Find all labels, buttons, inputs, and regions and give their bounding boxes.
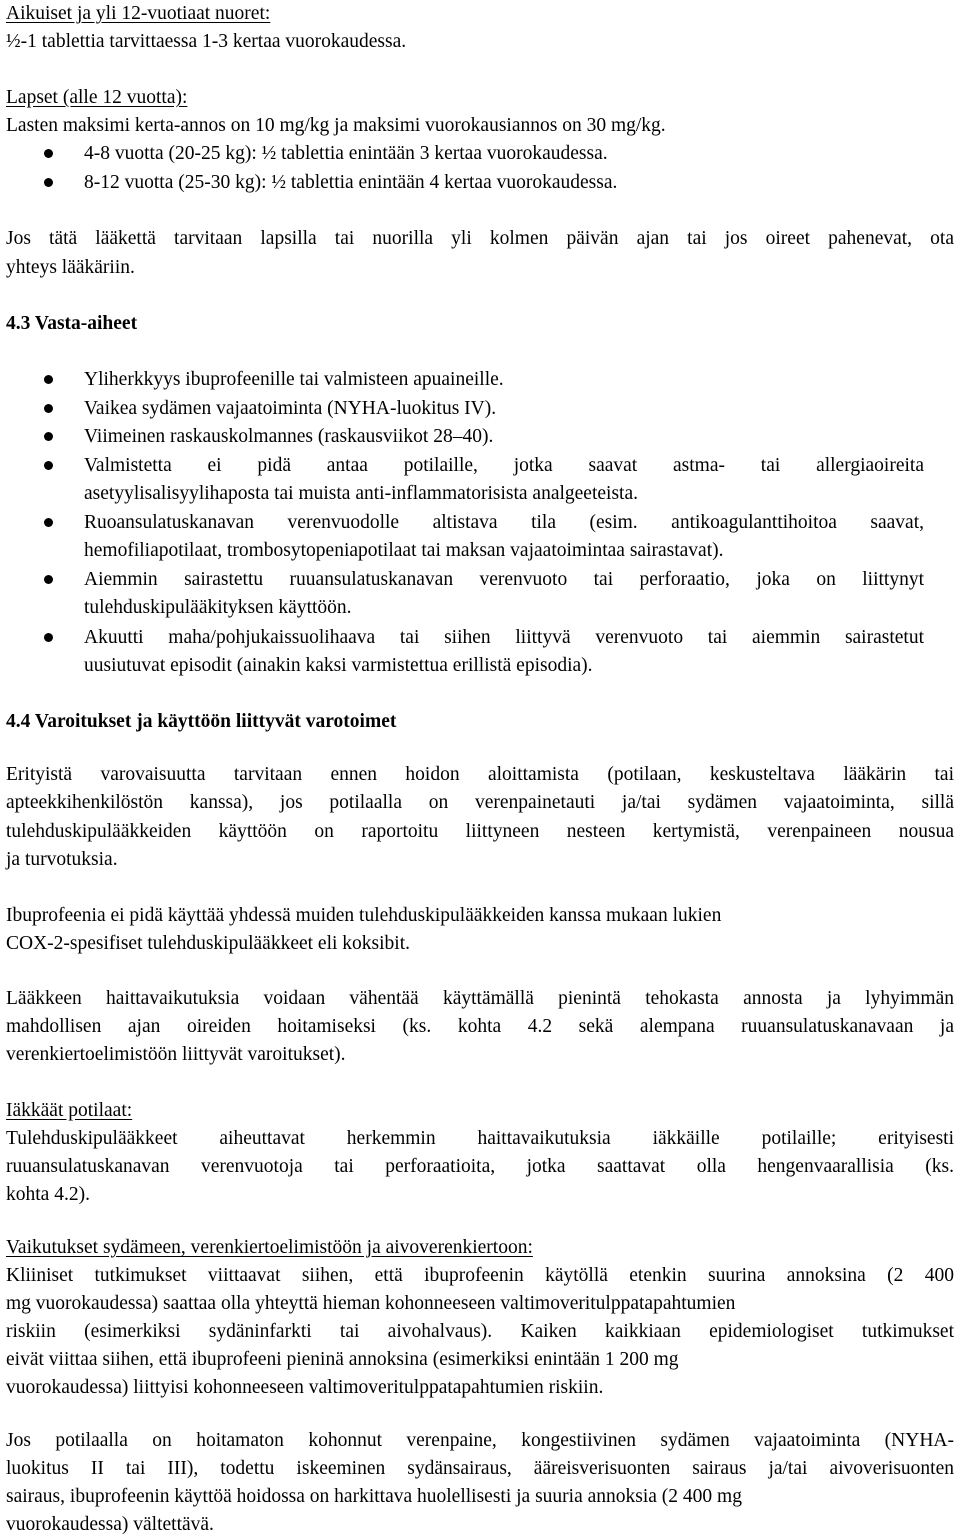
warnings-paragraph-line: tulehduskipulääkkeiden käyttöön on raportoitu liittyneen nesteen kertymistä, verenpaineen nousua: [6, 821, 954, 842]
adults-heading: Aikuiset ja yli 12-vuotiaat nuoret:: [6, 3, 271, 24]
contraindications-heading: 4.3 Vasta-aiheet: [6, 313, 138, 334]
contraindication-item: Valmistetta ei pidä antaa potilaille, jotka saavat astma- tai allergiaoireita: [84, 455, 924, 476]
elderly-text-line: ruuansulatuskanavan verenvuotoja tai perforaatioita, jotka saattavat olla hengenvaarallisia (ks.: [6, 1156, 954, 1177]
contraindication-item: Aiemmin sairastettu ruuansulatuskanavan verenvuoto tai perforaatio, joka on liittynyt: [84, 569, 924, 590]
cardio-text-line: riskiin (esimerkiksi sydäninfarkti tai aivohalvaus). Kaiken kaikkiaan epidemiologiset tutkimukset: [6, 1321, 954, 1342]
contraindication-item: Yliherkkyys ibuprofeenille tai valmisteen apuaineille.: [84, 369, 504, 390]
contraindication-item-cont: tulehduskipulääkityksen käyttöön.: [84, 597, 352, 618]
lowest-dose-line: mahdollisen ajan oireiden hoitamiseksi (ks. kohta 4.2 sekä alempana ruuansulatuskanavaan ja: [6, 1016, 954, 1037]
contraindication-item: Vaikea sydämen vajaatoiminta (NYHA-luokitus IV).: [84, 398, 497, 419]
cardio-text-line: mg vuorokaudessa) saattaa olla yhteyttä hieman kohonneeseen valtimoveritulppatapahtumien: [6, 1293, 736, 1314]
contraindication-item-cont: hemofiliapotilaat, trombosytopeniapotilaat tai maksan vajaatoimintaa sairastavat).: [84, 540, 724, 561]
warnings-paragraph-line: Erityistä varovaisuutta tarvitaan ennen hoidon aloittamista (potilaan, keskusteltava lääkärin tai: [6, 764, 954, 785]
bullet-icon: [44, 375, 53, 384]
bullet-icon: [44, 633, 53, 642]
cardio-text-line: Kliiniset tutkimukset viittaavat siihen, että ibuprofeenin käytöllä etenkin suurina annoksina (2 400: [6, 1265, 954, 1286]
children-bullet-item: 4-8 vuotta (20-25 kg): ½ tablettia enintään 3 kertaa vuorokaudessa.: [84, 143, 608, 164]
nsaid-combination-line: COX-2-spesifiset tulehduskipulääkkeet eli koksibit.: [6, 933, 411, 954]
doctor-note-line: Jos tätä lääkettä tarvitaan lapsilla tai nuorilla yli kolmen päivän ajan tai jos oireet pahenevat, ota: [6, 228, 954, 249]
bullet-icon: [44, 518, 53, 527]
warnings-heading: 4.4 Varoitukset ja käyttöön liittyvät varotoimet: [6, 711, 397, 732]
hypertension-text-line: luokitus II tai III), todettu iskeeminen sydänsairaus, ääreisverisuonten sairaus ja/tai aivoverisuonten: [6, 1458, 954, 1479]
contraindication-item-cont: uusiutuvat episodit (ainakin kaksi varmistettua erillistä episodia).: [84, 655, 593, 676]
hypertension-text-line: vuorokaudessa) vältettävä.: [6, 1514, 214, 1535]
bullet-icon: [44, 149, 53, 158]
bullet-icon: [44, 178, 53, 187]
lowest-dose-line: Lääkkeen haittavaikutuksia voidaan vähentää käyttämällä pienintä tehokasta annosta ja lyhyimmän: [6, 988, 954, 1009]
cardio-heading: Vaikutukset sydämeen, verenkiertoelimistöön ja aivoverenkiertoon:: [6, 1237, 533, 1258]
children-bullet-item: 8-12 vuotta (25-30 kg): ½ tablettia enintään 4 kertaa vuorokaudessa.: [84, 172, 618, 193]
bullet-icon: [44, 461, 53, 470]
lowest-dose-line: verenkiertoelimistöön liittyvät varoitukset).: [6, 1044, 346, 1065]
cardio-text-line: vuorokaudessa) liittyisi kohonneeseen valtimoveritulppatapahtumien riskiin.: [6, 1377, 604, 1398]
elderly-text-line: kohta 4.2).: [6, 1184, 90, 1205]
contraindication-item: Viimeinen raskauskolmannes (raskausviikot 28–40).: [84, 426, 494, 447]
hypertension-text-line: Jos potilaalla on hoitamaton kohonnut verenpaine, kongestiivinen sydämen vajaatoiminta (NYHA-: [6, 1430, 954, 1451]
nsaid-combination-line: Ibuprofeenia ei pidä käyttää yhdessä muiden tulehduskipulääkkeiden kanssa mukaan lukien: [6, 905, 722, 926]
elderly-heading: Iäkkäät potilaat:: [6, 1100, 133, 1121]
contraindication-item-cont: asetyylisalisyylihaposta tai muista anti-inflammatorisista analgeeteista.: [84, 483, 638, 504]
elderly-text-line: Tulehduskipulääkkeet aiheuttavat herkemmin haittavaikutuksia iäkkäille potilaille; erityisesti: [6, 1128, 954, 1149]
contraindication-item: Akuutti maha/pohjukaissuolihaava tai siihen liittyvä verenvuoto tai aiemmin sairastetut: [84, 627, 924, 648]
children-dosage-text: Lasten maksimi kerta-annos on 10 mg/kg ja maksimi vuorokausiannos on 30 mg/kg.: [6, 115, 666, 136]
adults-dosage-text: ½-1 tablettia tarvittaessa 1-3 kertaa vuorokaudessa.: [6, 31, 407, 52]
cardio-text-line: eivät viittaa siihen, että ibuprofeeni pieninä annoksina (esimerkiksi enintään 1 200 mg: [6, 1349, 679, 1370]
children-heading: Lapset (alle 12 vuotta):: [6, 87, 188, 108]
hypertension-text-line: sairaus, ibuprofeenin käyttöä hoidossa on harkittava huolellisesti ja suuria annoksia (2 400 mg: [6, 1486, 742, 1507]
warnings-paragraph-line: apteekkihenkilöstön kanssa), jos potilaalla on verenpainetauti ja/tai sydämen vajaatoiminta, sillä: [6, 792, 954, 813]
bullet-icon: [44, 432, 53, 441]
bullet-icon: [44, 404, 53, 413]
bullet-icon: [44, 575, 53, 584]
warnings-paragraph-line: ja turvotuksia.: [6, 849, 118, 870]
contraindication-item: Ruoansulatuskanavan verenvuodolle altistava tila (esim. antikoagulanttihoitoa saavat,: [84, 512, 924, 533]
doctor-note-line: yhteys lääkäriin.: [6, 257, 135, 278]
